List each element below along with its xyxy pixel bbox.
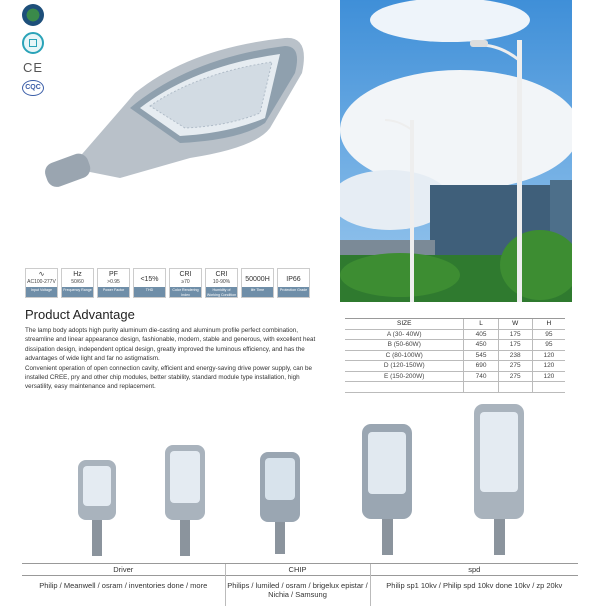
lamp-size-c-image (258, 450, 303, 555)
product-advantage-text (25, 326, 325, 392)
product-advantage-title: Product Advantage (25, 307, 135, 322)
column-header: L (464, 319, 498, 330)
spec-input-voltage: ∿ AC100-277V Input Voltage (25, 268, 58, 298)
cell: 275 (498, 371, 532, 382)
cell: B (50-60W) (345, 340, 464, 351)
city-street-light-photo (340, 0, 572, 302)
cell: 95 (532, 340, 565, 351)
size-table (345, 318, 565, 393)
cell: 740 (464, 371, 498, 382)
column-header: SIZE (345, 319, 464, 330)
driver-cell: Philip / Meanwell / osram / inventories done / more (22, 576, 225, 606)
table-row (345, 371, 565, 382)
spec-protection-grade: IP66 Protection Grade (277, 268, 310, 298)
cell: 95 (532, 329, 565, 340)
lamp-size-a-image (75, 458, 120, 558)
lamp-size-e-image (472, 402, 527, 557)
spec-frequency: Hz 50/60 Frequency Range (61, 268, 94, 298)
table-row (345, 329, 565, 340)
cell: 545 (464, 350, 498, 361)
table-row (22, 576, 578, 606)
spd-cell: Philip sp1 10kv / Philip spd 10kv done 10kv / zp 20kv (370, 576, 578, 606)
cell: C (80-100W) (345, 350, 464, 361)
cell: 238 (498, 350, 532, 361)
table-header-row (22, 564, 578, 576)
cell: 275 (498, 361, 532, 372)
cell (498, 382, 532, 393)
lamp-size-d-image (360, 422, 415, 557)
cell: A (30- 40W) (345, 329, 464, 340)
ac-wave-icon: ∿ (38, 271, 45, 278)
green-certification-logo (22, 4, 44, 26)
cell: 120 (532, 361, 565, 372)
lamp-size-b-image (163, 443, 208, 558)
column-header-chip: CHIP (225, 564, 370, 576)
column-header-spd: spd (370, 564, 578, 576)
cell: 120 (532, 371, 565, 382)
cell: 405 (464, 329, 498, 340)
cqc-logo: CQC (22, 80, 44, 96)
table-row (345, 382, 565, 393)
cell (464, 382, 498, 393)
cell (345, 382, 464, 393)
cell: 175 (498, 329, 532, 340)
chip-cell: Philips / lumiled / osram / brigelux epistar / Nichia / Samsung (225, 576, 370, 606)
column-header-driver: Driver (22, 564, 225, 576)
cell: 175 (498, 340, 532, 351)
spec-life-time: 50000H life Time (241, 268, 274, 298)
column-header: W (498, 319, 532, 330)
components-table (22, 563, 578, 606)
table-row (345, 350, 565, 361)
table-header-row (345, 319, 565, 330)
cell: D (120-150W) (345, 361, 464, 372)
cell: 450 (464, 340, 498, 351)
spec-power-factor: PF >0.95 Power Factor (97, 268, 130, 298)
ce-mark-logo: CE (23, 60, 44, 75)
column-header: H (532, 319, 565, 330)
cell: 690 (464, 361, 498, 372)
street-light-product-image (40, 28, 330, 203)
cell: E (150-200W) (345, 371, 464, 382)
table-row (345, 361, 565, 372)
spec-cri: CRI ≥70 Color Rendering Index (169, 268, 202, 298)
table-row (345, 340, 565, 351)
cell (532, 382, 565, 393)
spec-thd: <15% THD (133, 268, 166, 298)
advantage-paragraph: Convenient operation of open connection cavity, efficient and energy-saving drive power supply, can be installed CREE, pry and other chip modules, better stability, standard module type installation, high versatility, easy maintenance and replacement. (25, 364, 313, 391)
cell: 120 (532, 350, 565, 361)
advantage-paragraph: The lamp body adopts high purity aluminum die-casting and aluminum profile perfect combination, streamline and linear appearance design, fashionable, modern, stable and generous, with excellent heat dissipation design, independent optical design, greatly improved the luminous efficiency, and has the advantages of wide light and far no astigmatism. (25, 327, 316, 363)
spec-humidity: CRI 10-90% Humidity of Working Condition (205, 268, 238, 298)
